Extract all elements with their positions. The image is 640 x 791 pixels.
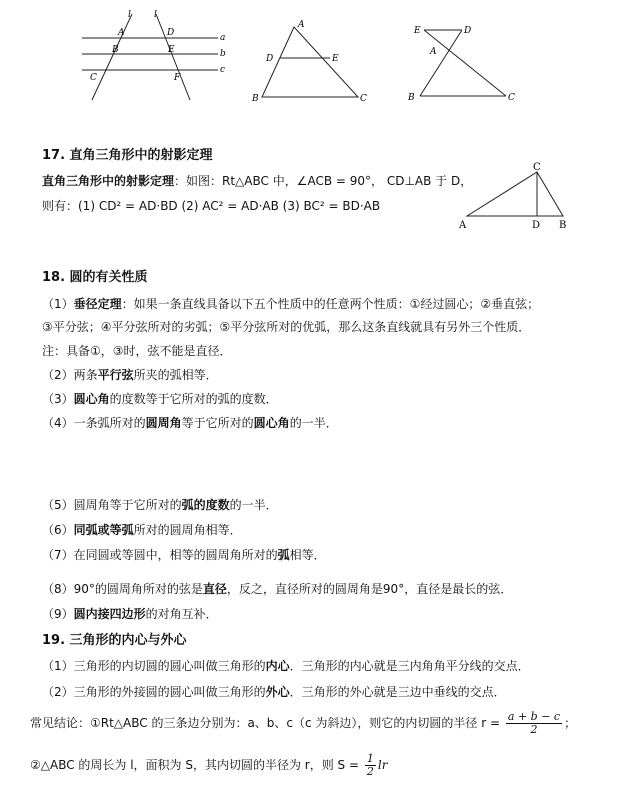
section-19-heading: 19. 三角形的内心与外心 (42, 633, 187, 648)
keyword: 直径 (202, 582, 227, 596)
section-18-item-8 (42, 581, 512, 597)
item-text: （7）在同圆或等圆中，相等的圆周角所对的 (42, 548, 278, 562)
label-D: D (532, 220, 541, 231)
item-text: 所夹的弧相等． (133, 368, 218, 382)
item-text: （2）两条 (42, 368, 98, 382)
section-19-item-1 (42, 658, 530, 674)
item-text: 的一半． (289, 416, 338, 430)
item-text: （4）一条弧所对的 (42, 416, 146, 430)
theorem-statement: ：如图：Rt△ABC 中，∠ACB = 90°， CD⊥AB 于 D， (174, 174, 473, 188)
section-17-line2: 则有：(1) CD² = AD·BD (2) AC² = AD·AB (3) BC² = BD·AB (42, 199, 381, 213)
item-text: ：如果一条直线具备以下五个性质中的任意两个性质：①经过圆心；②垂直弦； (121, 297, 540, 311)
conclusion-text: 常见结论：①Rt△ABC 的三条边分别为：a、b、c（c 为斜边），则它的内切圆的半径 r = (30, 716, 501, 730)
section-18-item-4 (42, 415, 338, 431)
label-l1: l (128, 10, 131, 20)
item-text: 的度数等于它所对的弧的度数． (109, 392, 278, 406)
label-A: A (430, 47, 437, 57)
section-18-heading: 18. 圆的有关性质 (42, 270, 148, 285)
conclusion-text: ②△ABC 的周长为 l，面积为 S，其内切圆的半径为 r，则 S = (30, 758, 360, 772)
label-C: C (533, 162, 541, 173)
figure-triangle-parallel-inside (248, 15, 378, 107)
section-18-item-1-line1 (42, 296, 539, 312)
figure-triangle-hourglass (398, 18, 528, 108)
label-D: D (464, 26, 472, 36)
section-18-item-1-line3: 注：具备①，③时，弦不能是直径． (42, 344, 232, 358)
conclusion-1 (30, 708, 576, 738)
keyword: 外心 (265, 685, 290, 699)
theorem-name: 直角三角形中的射影定理 (42, 174, 175, 188)
label-C: C (360, 94, 367, 104)
fraction-inradius (506, 711, 562, 736)
keyword: 同弧或等弧 (73, 523, 134, 537)
label-E: E (414, 26, 421, 36)
keyword: 圆周角 (145, 416, 182, 430)
label-a: a (220, 33, 226, 43)
section-18-item-9 (42, 606, 218, 622)
item-text: 等于它所对的 (181, 416, 254, 430)
label-D: D (167, 28, 175, 38)
item-text: （1）三角形的内切圆的圆心叫做三角形的 (42, 659, 266, 673)
label-C: C (90, 73, 97, 83)
section-18-item-5 (42, 497, 278, 513)
item-text: （5）圆周角等于它所对的 (42, 498, 182, 512)
item-index: （9） (42, 607, 74, 621)
item-text: 的对角互补． (145, 607, 218, 621)
item-index: （1） (42, 297, 74, 311)
label-c: c (220, 65, 226, 75)
figure-parallel-lines (70, 8, 230, 108)
fraction-denominator: 2 (366, 765, 374, 778)
keyword: 弧的度数 (181, 498, 230, 512)
label-E: E (168, 45, 175, 55)
label-A: A (298, 20, 305, 30)
label-D: D (266, 54, 274, 64)
section-18-item-2 (42, 367, 218, 383)
section-19-item-2 (42, 684, 506, 700)
label-F: F (174, 73, 181, 83)
keyword: 内心 (265, 659, 290, 673)
item-text: 相等． (289, 548, 326, 562)
fraction-denominator: 2 (530, 723, 538, 736)
section-18-item-7 (42, 547, 326, 563)
fraction-numerator: a + b − c (507, 710, 561, 723)
item-index: （3） (42, 392, 74, 406)
item-text: ．三角形的外心就是三边中垂线的交点． (289, 685, 506, 699)
fraction-numerator: 1 (366, 752, 374, 765)
keyword: 圆心角 (73, 392, 110, 406)
label-B: B (252, 94, 259, 104)
section-17-heading: 17. 直角三角形中的射影定理 (42, 148, 213, 163)
label-b: b (220, 49, 226, 59)
keyword: 圆心角 (253, 416, 290, 430)
fraction-half (365, 753, 376, 778)
item-index: （6） (42, 523, 74, 537)
figure-right-triangle-altitude (455, 160, 575, 236)
keyword: 平行弦 (97, 368, 134, 382)
keyword: 垂径定理 (73, 297, 122, 311)
section-17-line1 (42, 173, 472, 189)
label-A: A (459, 220, 467, 231)
item-text: 的一半． (229, 498, 278, 512)
item-text: 所对的圆周角相等． (133, 523, 242, 537)
section-18-item-1-line2: ③平分弦；④平分弦所对的劣弧；⑤平分弦所对的优弧，那么这条直线就具有另外三个性质． (42, 320, 531, 334)
item-text: （2）三角形的外接圆的圆心叫做三角形的 (42, 685, 266, 699)
section-18-item-3 (42, 391, 278, 407)
item-text: ，反之，直径所对的圆周角是90°，直径是最长的弦． (226, 582, 513, 596)
item-text: ．三角形的内心就是三内角角平分线的交点． (289, 659, 530, 673)
label-B: B (408, 93, 415, 103)
item-text: （8）90°的圆周角所对的弦是 (42, 582, 203, 596)
label-C: C (508, 93, 515, 103)
label-B: B (559, 220, 567, 231)
label-B: B (112, 45, 119, 55)
keyword: 弧 (277, 548, 290, 562)
label-E: E (332, 54, 339, 64)
conclusion-end: ； (564, 716, 577, 730)
label-A: A (118, 28, 125, 38)
section-18-item-6 (42, 522, 242, 538)
conclusion-2 (30, 750, 387, 780)
label-l2: l (154, 10, 157, 20)
keyword: 圆内接四边形 (73, 607, 146, 621)
conclusion-end: lr (377, 758, 388, 772)
